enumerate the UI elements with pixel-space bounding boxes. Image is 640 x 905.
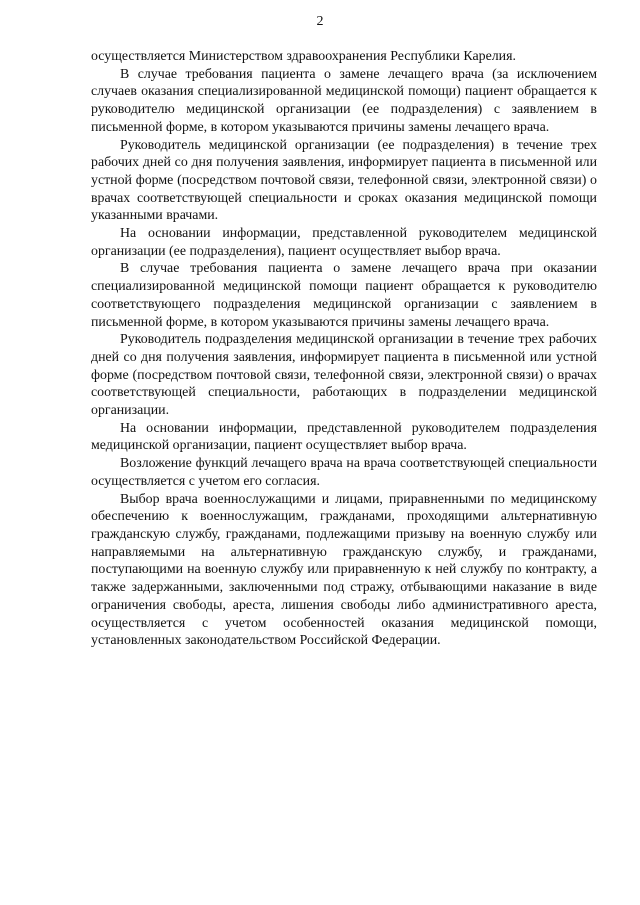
paragraph-patient-chooses-division-doctor: На основании информации, представленной руководителем подразделения медицинской организации, пациент осуществляет выбор врача. xyxy=(91,420,597,454)
paragraph-specialized-care-replacement: В случае требования пациента о замене лечащего врача при оказании специализированной медицинской помощи пациент обращается к руководителю соответствующего подразделения медицинской организации с заявлением в письменной форме, в котором указываются причины замены лечащего врача. xyxy=(91,261,597,330)
paragraph-military-personnel: Выбор врача военнослужащими и лицами, приравненными по медицинскому обеспечению к военнослужащим, гражданами, проходящими альтернативную гражданскую службу, гражданами, подлежащими призыву на военную службу или направляемыми на альтернативную гражданскую службу, и гражданами, поступающими на военную службу или приравненную к ней службу по контракту, а также задержанными, заключенными под стражу, отбывающими наказание в виде ограничения свободы, ареста, лишения свободы либо административного ареста, осуществляется с учетом особенностей оказания медицинской помощи, установленных законодательством Российской Федерации. xyxy=(91,491,597,649)
page-number: 2 xyxy=(316,14,324,29)
paragraph-continuation: осуществляется Министерством здравоохранения Республики Карелия. xyxy=(91,49,516,64)
paragraph-head-informs-patient: Руководитель медицинской организации (ее подразделения) в течение трех рабочих дней со дня получения заявления, информирует пациента в письменной или устной форме (посредством почтовой связи, телефонной связи, электронной связи) о врачах соответствующей специальности и сроках оказания медицинской помощи указанными врачами. xyxy=(91,137,597,224)
paragraph-doctor-consent: Возложение функций лечащего врача на врача соответствующей специальности осуществляется с учетом его согласия. xyxy=(91,456,597,489)
paragraph-division-head-informs: Руководитель подразделения медицинской организации в течение трех рабочих дней со дня получения заявления, информирует пациента в письменной или устной форме (посредством почтовой связи, телефонной связи, электронной связи) о врачах соответствующей специальности, работающих в подразделении медицинской организации. xyxy=(91,332,597,419)
document-body xyxy=(91,48,597,650)
paragraph-patient-chooses-doctor: На основании информации, представленной руководителем медицинской организации (ее подразделения), пациент осуществляет выбор врача. xyxy=(91,226,597,259)
paragraph-doctor-replacement-request: В случае требования пациента о замене лечащего врача (за исключением случаев оказания специализированной медицинской помощи) пациент обращается к руководителю медицинской организации (ее подразделения) с заявлением в письменной форме, в котором указываются причины замены лечащего врача. xyxy=(91,66,597,135)
